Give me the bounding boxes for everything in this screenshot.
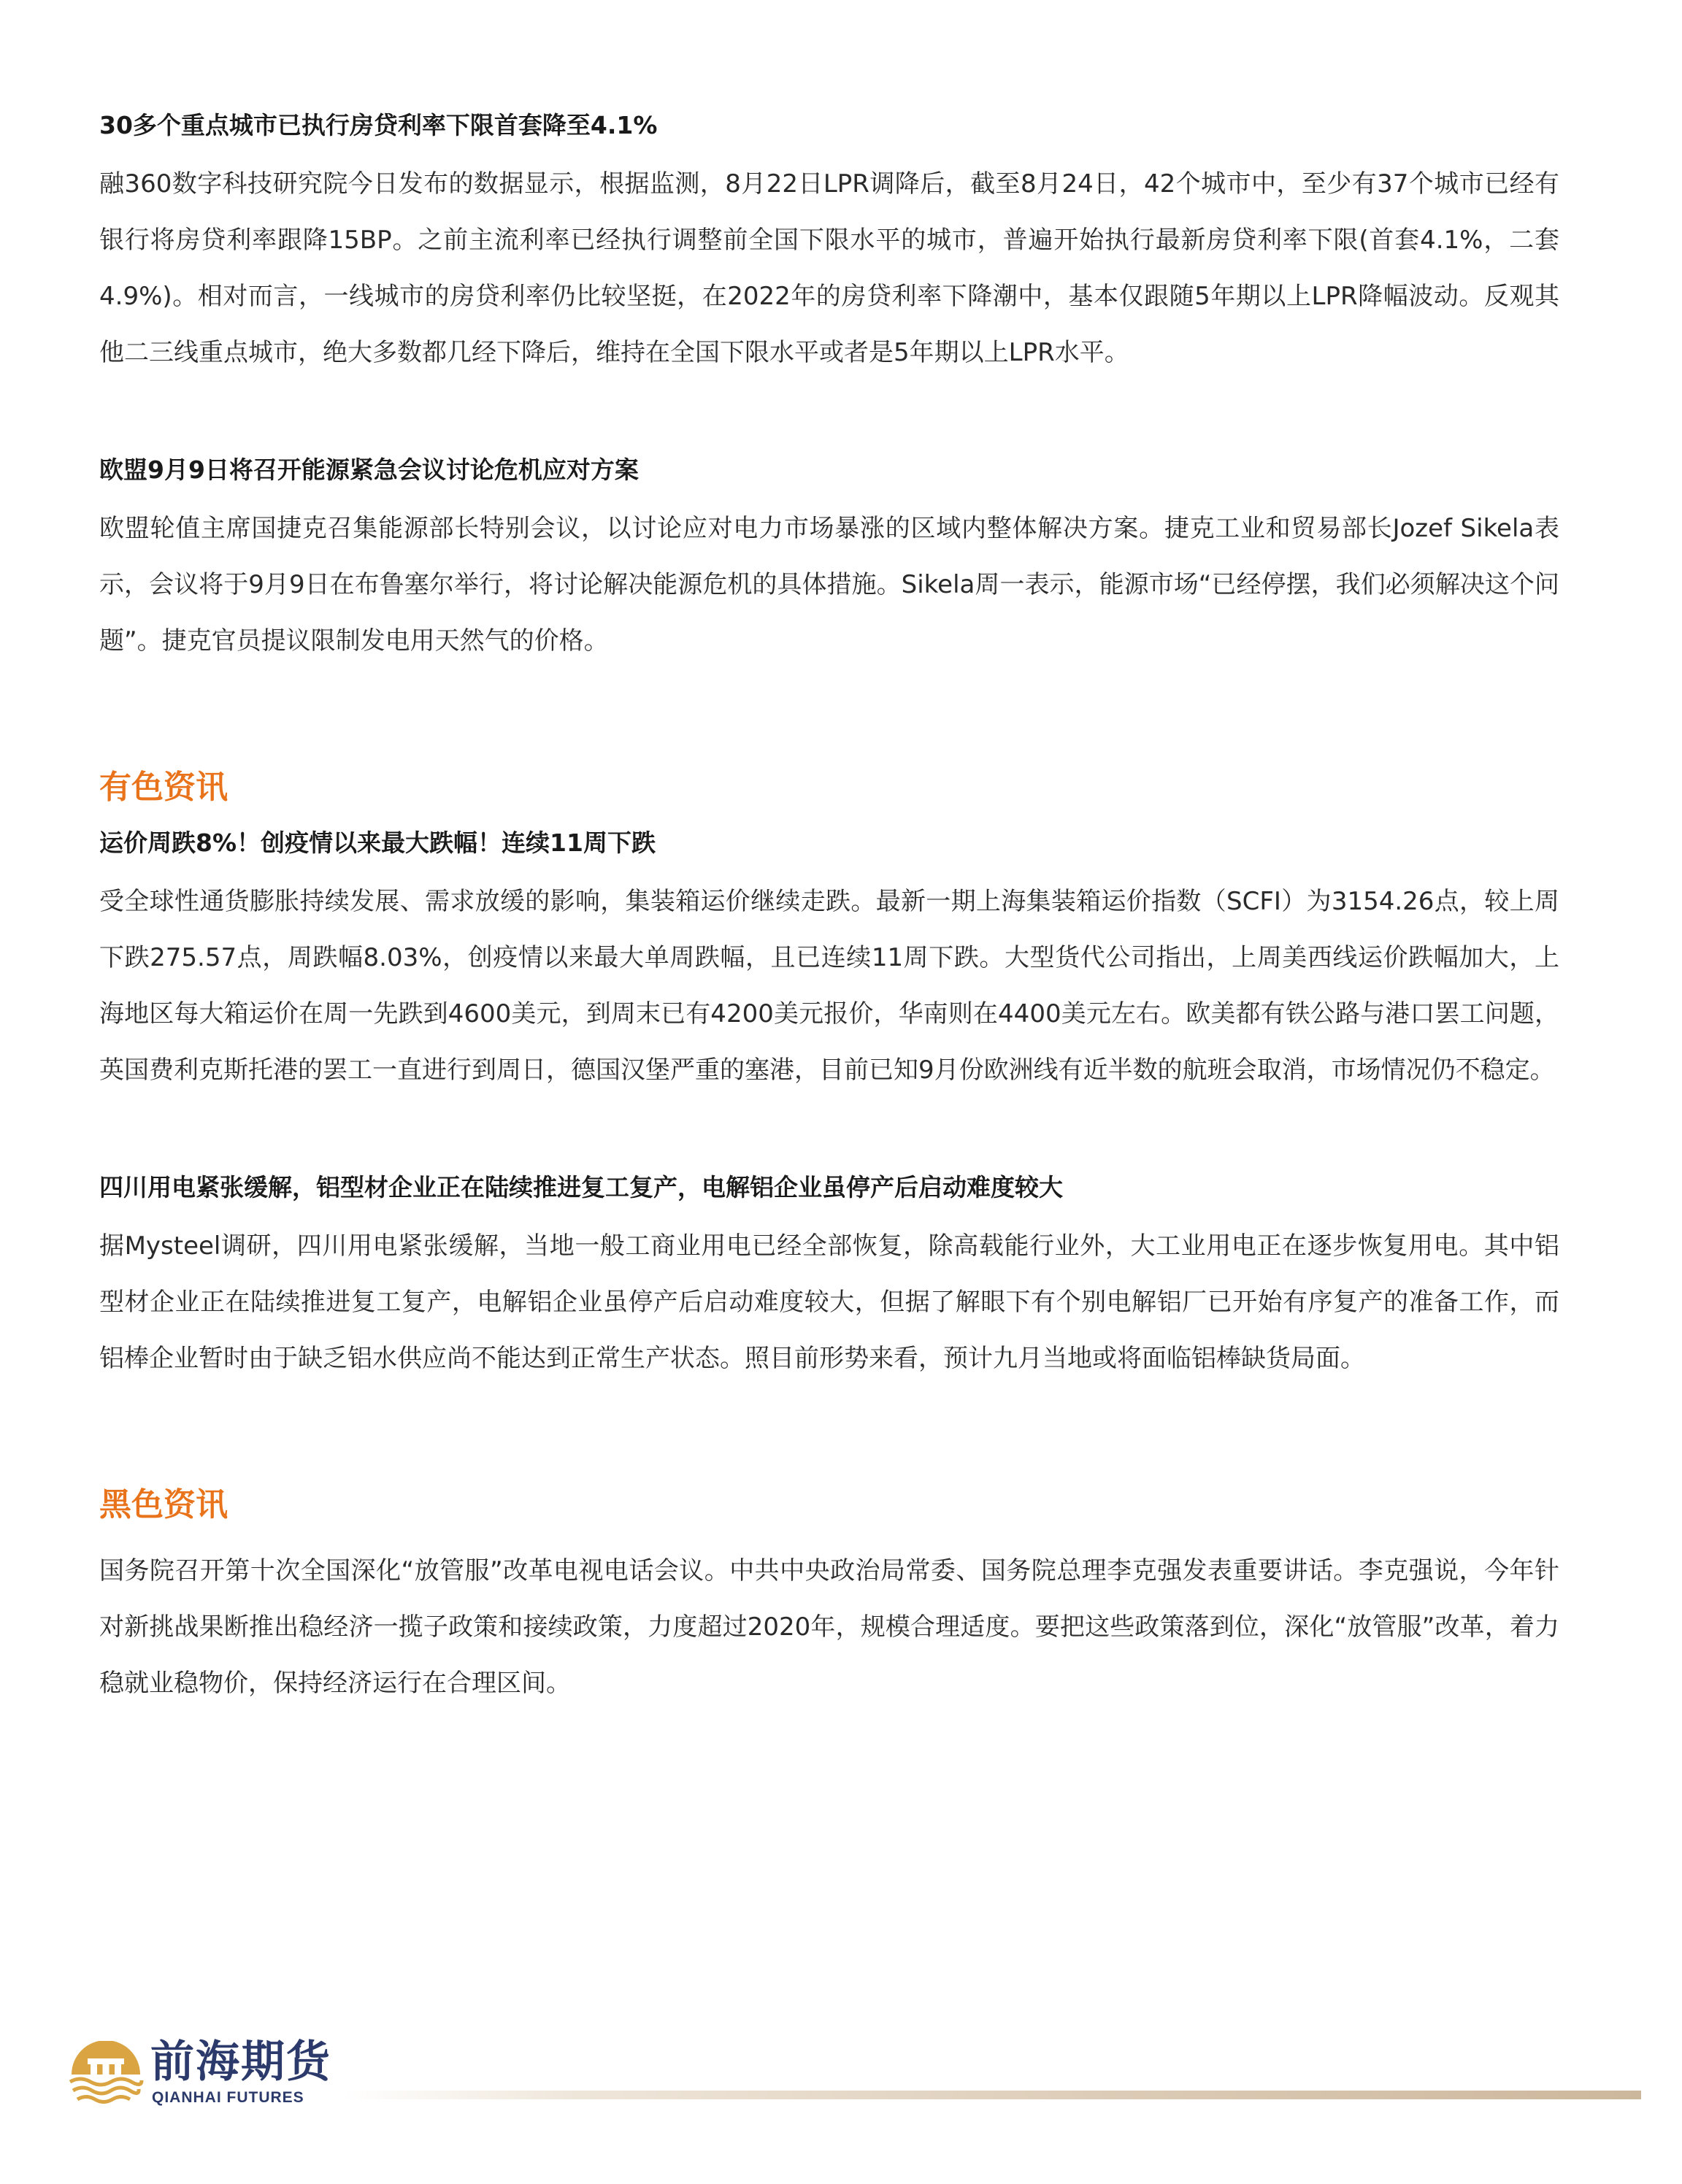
article-title: 欧盟9月9日将召开能源紧急会议讨论危机应对方案: [99, 455, 639, 484]
qianhai-logo-icon: [66, 2041, 146, 2104]
page-content: [99, 108, 1559, 1712]
logo-text-en: QIANHAI FUTURES: [152, 2089, 304, 2106]
article-eu-energy: [99, 453, 1559, 669]
article-body: 融360数字科技研究院今日发布的数据显示，根据监测，8月22日LPR调降后，截至8月24日，42个城市中，至少有37个城市已经有银行将房贷利率跟降15BP。之前主流利率已经执行调整前全国下限水平的城市，普遍开始执行最新房贷利率下限(首套4.1%，二套4.9%)。相对而言，一线城市的房贷利率仍比较坚挺，在2022年的房贷利率下降潮中，基本仅跟随5年期以上LPR降幅波动。反观其他二三线重点城市，绝大多数都几经下降后，维持在全国下限水平或者是5年期以上LPR水平。: [99, 169, 1559, 367]
page-footer: [66, 2035, 1584, 2115]
article-title: 30多个重点城市已执行房贷利率下限首套降至4.1%: [99, 111, 658, 139]
section-heading: 黑色资讯: [99, 1486, 228, 1523]
article-body: 欧盟轮值主席国捷克召集能源部长特别会议，以讨论应对电力市场暴涨的区域内整体解决方案。捷克工业和贸易部长Jozef Sikela表示，会议将于9月9日在布鲁塞尔举行，将讨论解决能源危机的具体措施。Sikela周一表示，能源市场“已经停摆，我们必须解决这个问题”。捷克官员提议限制发电用天然气的价格。: [99, 514, 1559, 655]
article-body: 国务院召开第十次全国深化“放管服”改革电视电话会议。中共中央政治局常委、国务院总理李克强发表重要讲话。李克强说，今年针对新挑战果断推出稳经济一揽子政策和接续政策，力度超过2020年，规模合理适度。要把这些政策落到位，深化“放管服”改革，着力稳就业稳物价，保持经济运行在合理区间。: [99, 1556, 1559, 1698]
section-heading: 有色资讯: [99, 769, 228, 806]
article-mortgage-rates: [99, 108, 1559, 381]
article-title: 运价周跌8%！创疫情以来最大跌幅！连续11周下跌: [99, 828, 656, 857]
article-freight-rates: [99, 826, 1559, 1099]
footer-divider: [343, 2091, 1641, 2099]
article-title: 四川用电紧张缓解，铝型材企业正在陆续推进复工复产，电解铝企业虽停产后启动难度较大: [99, 1173, 1063, 1201]
article-body: 据Mysteel调研，四川用电紧张缓解，当地一般工商业用电已经全部恢复，除高载能行业外，大工业用电正在逐步恢复用电。其中铝型材企业正在陆续推进复工复产，电解铝企业虽停产后启动难度较大，但据了解眼下有个别电解铝厂已开始有序复产的准备工作，而铝棒企业暂时由于缺乏铝水供应尚不能达到正常生产状态。照目前形势来看，预计九月当地或将面临铝棒缺货局面。: [99, 1231, 1559, 1373]
article-sichuan-aluminum: [99, 1170, 1559, 1387]
section-nonferrous: [99, 766, 1559, 1387]
section-ferrous: [99, 1483, 1559, 1712]
article-body: 受全球性通货膨胀持续发展、需求放缓的影响，集装箱运价继续走跌。最新一期上海集装箱运价指数（SCFI）为3154.26点，较上周下跌275.57点，周跌幅8.03%，创疫情以来最大单周跌幅，且已连续11周下跌。大型货代公司指出，上周美西线运价跌幅加大，上海地区每大箱运价在周一先跌到4600美元，到周末已有4200美元报价，华南则在4400美元左右。欧美都有铁公路与港口罢工问题，英国费利克斯托港的罢工一直进行到周日，德国汉堡严重的塞港，目前已知9月份欧洲线有近半数的航班会取消，市场情况仍不稳定。: [99, 887, 1559, 1085]
logo-text-cn: 前海期货: [150, 2037, 331, 2088]
